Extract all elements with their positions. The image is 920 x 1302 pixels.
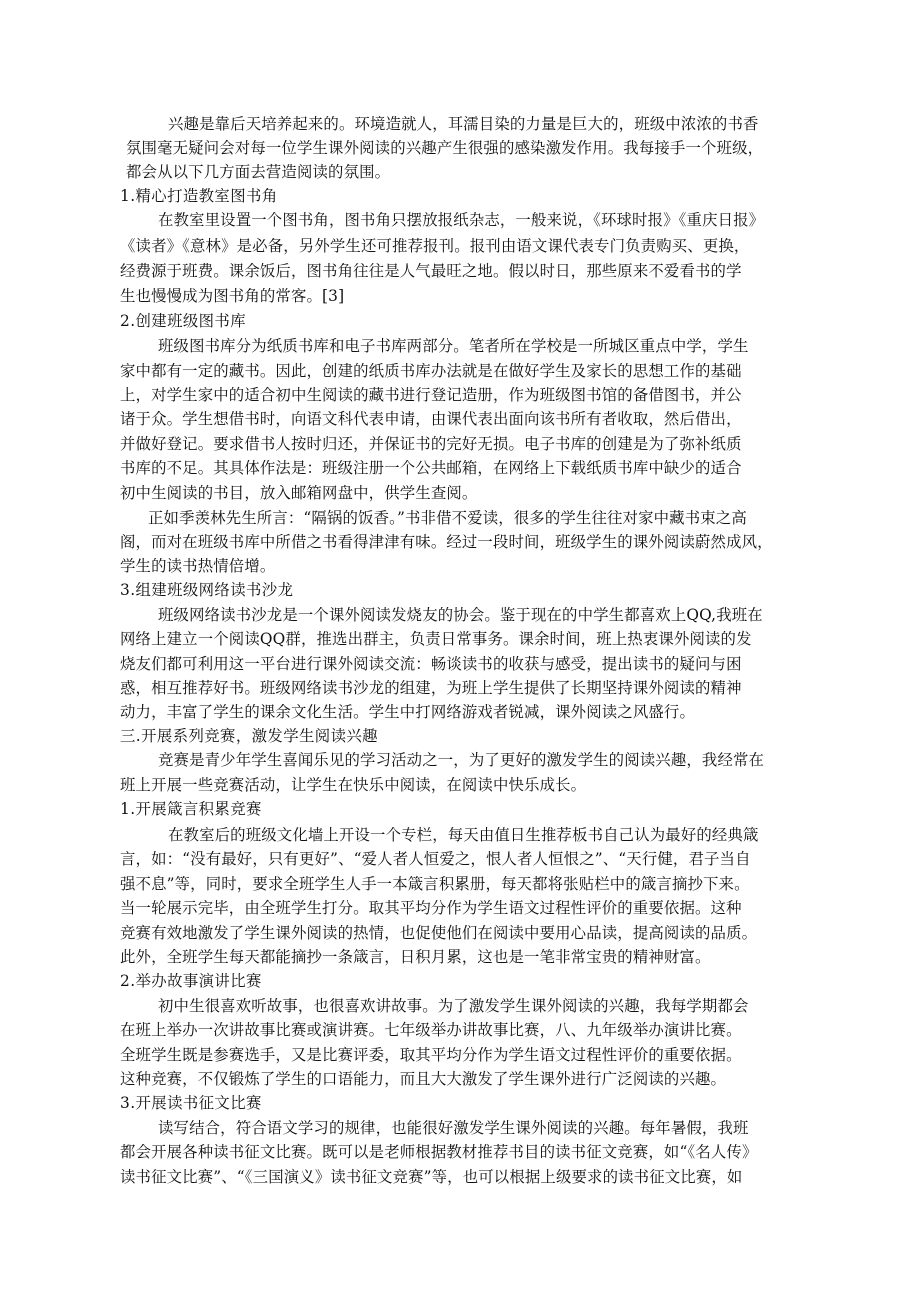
text-line: 动力，丰富了学生的课余文化生活。学生中打网络游戏者锐减，课外阅读之风盛行。 (120, 703, 696, 721)
text-line: 全班学生既是参赛选手，又是比赛评委，取其平均分作为学生语文过程性评价的重要依据。 (120, 1046, 742, 1064)
text-line: 并做好登记。要求借书人按时归还，并保证书的完好无损。电子书库的创建是为了弥补纸质 (120, 435, 742, 453)
text-line: 氛围毫无疑问会对每一位学生课外阅读的兴趣产生很强的感染激发作用。我每接手一个班级， (126, 139, 764, 157)
text-line: 强不息”等，同时，要求全班学生人手一本箴言积累册，每天都将张贴栏中的箴言摘抄下来。 (120, 875, 750, 893)
text-line: 惑，相互推荐好书。班级网络读书沙龙的组建，为班上学生提供了长期坚持课外阅读的精神 (120, 679, 742, 697)
text-line: 竞赛是青少年学生喜闻乐见的学习活动之一，为了更好的激发学生的阅读兴趣，我经常在 (158, 751, 765, 769)
text-line: 这种竞赛，不仅锻炼了学生的口语能力，而且大大激发了学生课外进行广泛阅读的兴趣。 (120, 1070, 727, 1088)
section-heading: 1.精心打造教室图书角 (120, 187, 278, 205)
text-line: 读书征文比赛”、“《三国演义》读书征文竞赛”等，也可以根据上级要求的读书征文比赛，如 (120, 1168, 743, 1186)
text-line: 初中生阅读的书目，放入邮箱网盘中，供学生查阅。 (120, 484, 478, 502)
section-heading: 三.开展系列竞赛，激发学生阅读兴趣 (120, 727, 378, 745)
text-line: 在班上举办一次讲故事比赛或演讲赛。七年级举办讲故事比赛，八、九年级举办演讲比赛。 (120, 1021, 742, 1039)
section-heading: 3.组建班级网络读书沙龙 (120, 581, 294, 599)
text-line: 生也慢慢成为图书角的常客。[3] (120, 287, 345, 305)
text-line: 网络上建立一个阅读QQ群，推选出群主，负责日常事务。课余时间，班上热衷课外阅读的发 (120, 630, 752, 648)
section-heading: 2.举办故事演讲比赛 (120, 972, 262, 990)
text-line: 班级网络读书沙龙是一个课外阅读发烧友的协会。鉴于现在的中学生都喜欢上QQ,我班在 (158, 606, 763, 624)
text-line: 读写结合，符合语文学习的规律，也能很好激发学生课外阅读的兴趣。每年暑假，我班 (158, 1119, 749, 1137)
text-line: 此外，全班学生每天都能摘抄一条箴言，日积月累，这也是一笔非常宝贵的精神财富。 (120, 948, 711, 966)
text-line: 都会从以下几方面去营造阅读的氛围。 (126, 163, 391, 181)
text-line: 《读者》《意林》是必备，另外学生还可推荐报刊。报刊由语文课代表专门负责购买、更换， (120, 237, 750, 255)
text-line: 上，对学生家中的适合初中生阅读的藏书进行登记造册，作为班级图书馆的备借图书，并公 (120, 386, 742, 404)
text-line: 家中都有一定的藏书。因此，创建的纸质书库办法就是在做好学生及家长的思想工作的基础 (120, 362, 742, 380)
text-line: 书库的不足。其具体作法是：班级注册一个公共邮箱，在网络上下载纸质书库中缺少的适合 (120, 459, 742, 477)
text-line: 兴趣是靠后天培养起来的。环境造就人，耳濡目染的力量是巨大的，班级中浓浓的书香 (168, 115, 759, 133)
text-line: 学生的读书热情倍增。 (120, 557, 276, 575)
section-heading: 3.开展读书征文比赛 (120, 1094, 262, 1112)
text-line: 都会开展各种读书征文比赛。既可以是老师根据教材推荐书目的读书征文竞赛，如“《名人传》 (120, 1143, 758, 1161)
text-line: 初中生很喜欢听故事，也很喜欢讲故事。为了激发学生课外阅读的兴趣，我每学期都会 (158, 997, 749, 1015)
section-heading: 2.创建班级图书库 (120, 312, 247, 330)
text-line: 阁，而对在班级书库中所借之书看得津津有味。经过一段时间，班级学生的课外阅读蔚然成风， (120, 533, 773, 551)
text-line: 言，如：“没有最好，只有更好”、“爱人者人恒爱之，恨人者人恒恨之”、“天行健，君子当自 (120, 850, 751, 868)
text-line: 竞赛有效地激发了学生课外阅读的热情，也促使他们在阅读中要用心品读，提高阅读的品质。 (120, 924, 758, 942)
text-line: 班上开展一些竞赛活动，让学生在快乐中阅读，在阅读中快乐成长。 (120, 776, 587, 794)
text-line: 正如季羡林先生所言：“隔锅的饭香。”书非借不爱读，很多的学生往往对家中藏书束之高 (148, 509, 747, 527)
section-heading: 1.开展箴言积累竞赛 (120, 800, 262, 818)
text-line: 班级图书库分为纸质书库和电子书库两部分。笔者所在学校是一所城区重点中学，学生 (158, 337, 749, 355)
text-line: 诸于众。学生想借书时，向语文科代表申请，由课代表出面向该书所有者收取，然后借出， (120, 410, 742, 428)
text-line: 当一轮展示完毕，由全班学生打分。取其平均分作为学生语文过程性评价的重要依据。这种 (120, 899, 742, 917)
text-line: 经费源于班费。课余饭后，图书角往往是人气最旺之地。假以时日，那些原来不爱看书的学 (120, 262, 742, 280)
text-line: 在教室后的班级文化墙上开设一个专栏，每天由值日生推荐板书自己认为最好的经典箴 (168, 826, 759, 844)
text-line: 烧友们都可利用这一平台进行课外阅读交流：畅谈读书的收获与感受，提出读书的疑问与困 (120, 655, 742, 673)
text-line: 在教室里设置一个图书角，图书角只摆放报纸杂志，一般来说，《环球时报》《重庆日报》 (158, 211, 765, 229)
